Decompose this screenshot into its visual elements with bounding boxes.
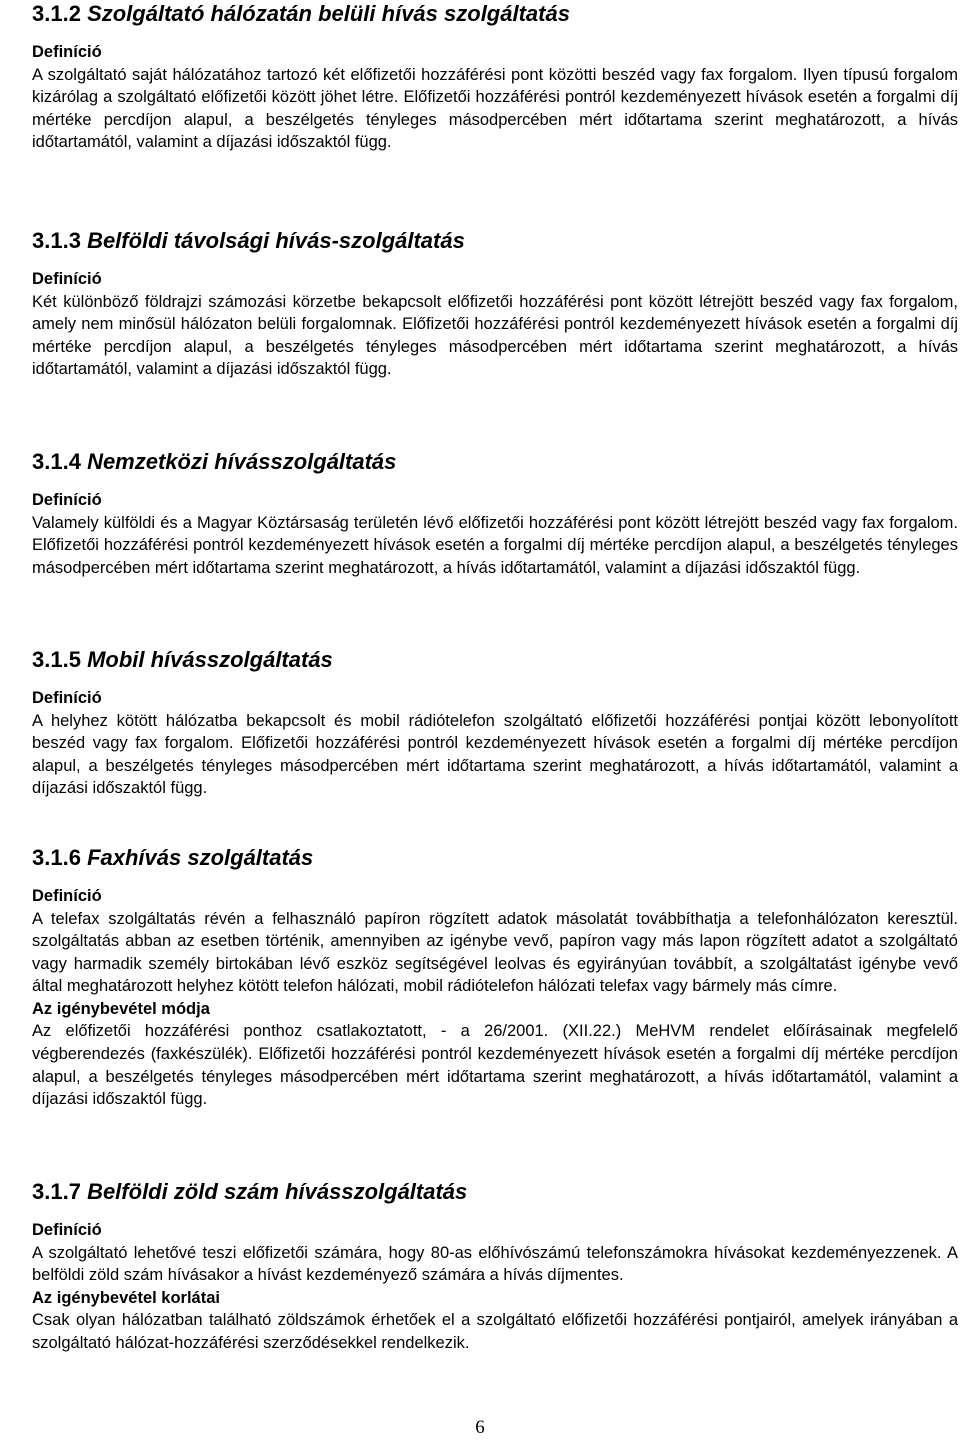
section-title: Mobil hívásszolgáltatás [87,647,333,672]
usage-limits-text: Csak olyan hálózatban található zöldszámok érhetőek el a szolgáltató előfizetői hozzáférési pontjairól, amelyek irányában a szolgáltató hálózat-hozzáférési szerződésekkel rendelkezik. [32,1311,958,1352]
section-number: 3.1.6 [32,845,81,870]
section-number: 3.1.4 [32,449,81,474]
usage-mode-label: Az igénybevétel módja [32,999,210,1018]
section-heading [32,228,958,254]
definition-text: A telefax szolgáltatás révén a felhasználó papíron rögzített adatok másolatát továbbíthatja a telefonhálózaton keresztül. szolgáltatás abban az esetben történik, amennyiben az igénybe vevő, papíron vagy más lapon rögzített adatot a szolgáltató vagy harmadik személy birtokában lévő eszköz segítségével leolvas és egyirányúan továbbít, a szolgáltatást igénybe vevő által meghatározott helyhez kötött telefon hálózati, mobil rádiótelefon hálózati telefax vagy bármely más címre. [32,909,958,996]
definition-label: Definíció [32,43,102,61]
definition-text: A helyhez kötött hálózatba bekapcsolt és mobil rádiótelefon szolgáltató előfizetői hozzáférési pontjai között lebonyolított beszéd vagy fax forgalom. Előfizetői hozzáférési pontról kezdeményezett hívások esetén a forgalmi díj mértéke percdíjon alapul, a beszélgetés tényleges másodpercében mért időtartama szerint meghatározott, a hívás időtartamától, valamint a díjazási időszaktól függ. [32,711,958,798]
section-3-1-7 [32,1179,958,1354]
section-number: 3.1.7 [32,1179,81,1204]
definition-label: Definíció [32,491,102,509]
definition-text: Valamely külföldi és a Magyar Köztársaság területén lévő előfizetői hozzáférési pont között létrejött beszéd vagy fax forgalom. Előfizetői hozzáférési pontról kezdeményezett hívások esetén a forgalmi díj mértéke percdíjon alapul, a beszélgetés tényleges másodpercében mért időtartama szerint meghatározott, a hívás időtartamától, valamint a díjazási időszaktól függ. [32,513,958,577]
definition-label: Definíció [32,689,102,707]
section-heading [32,845,958,871]
section-3-1-3 [32,228,958,381]
definition-text: Két különböző földrajzi számozási körzetbe bekapcsolt előfizetői hozzáférési pont között létrejött beszéd vagy fax forgalom, amely nem minősül hálózaton belüli forgalomnak. Előfizetői hozzáférési pontról kezdeményezett hívások esetén a forgalmi díj mértéke percdíjon alapul, a beszélgetés tényleges másodpercében mért időtartama szerint meghatározott, a hívás időtartamától, valamint a díjazási időszaktól függ. [32,292,958,379]
definition-label: Definíció [32,1221,102,1239]
definition-label: Definíció [32,270,102,288]
section-number: 3.1.5 [32,647,81,672]
section-heading [32,449,958,475]
definition-label: Definíció [32,887,102,905]
section-title: Nemzetközi hívásszolgáltatás [87,449,397,474]
section-title: Belföldi távolsági hívás-szolgáltatás [87,228,465,253]
section-heading [32,647,958,673]
section-3-1-6 [32,845,958,1111]
section-heading [32,1179,958,1205]
usage-mode-text: Az előfizetői hozzáférési ponthoz csatlakoztatott, - a 26/2001. (XII.22.) MeHVM rendelet előírásainak megfelelő végberendezés (faxkészülék). Előfizetői hozzáférési pontról kezdeményezett hívások esetén a forgalmi díj mértéke percdíjon alapul, a beszélgetés tényleges másodpercében mért időtartama szerint meghatározott, a hívás időtartamától, valamint a díjazási időszaktól függ. [32,1022,958,1109]
section-3-1-4 [32,449,958,579]
section-heading [32,1,958,27]
section-title: Belföldi zöld szám hívásszolgáltatás [87,1179,468,1204]
section-3-1-5 [32,647,958,800]
usage-limits-label: Az igénybevétel korlátai [32,1288,220,1307]
section-number: 3.1.2 [32,1,81,26]
section-title: Szolgáltató hálózatán belüli hívás szolgáltatás [87,1,570,26]
page-number: 6 [475,1417,485,1438]
definition-text: A szolgáltató saját hálózatához tartozó két előfizetői hozzáférési pont közötti beszéd vagy fax forgalom. Ilyen típusú forgalom kizárólag a szolgáltató előfizetői között jöhet létre. Előfizetői hozzáférési pontról kezdeményezett hívások esetén a forgalmi díj mértéke percdíjon alapul, a beszélgetés tényleges másodpercében mért időtartama szerint meghatározott, a hívás időtartamától, valamint a díjazási időszaktól függ. [32,65,958,152]
section-title: Faxhívás szolgáltatás [87,845,314,870]
section-number: 3.1.3 [32,228,81,253]
definition-text: A szolgáltató lehetővé teszi előfizetői számára, hogy 80-as előhívószámú telefonszámokra hívásokat kezdeményezzenek. A belföldi zöld szám hívásakor a hívást kezdeményező számára a hívás díjmentes. [32,1243,958,1285]
section-3-1-2 [32,1,958,154]
